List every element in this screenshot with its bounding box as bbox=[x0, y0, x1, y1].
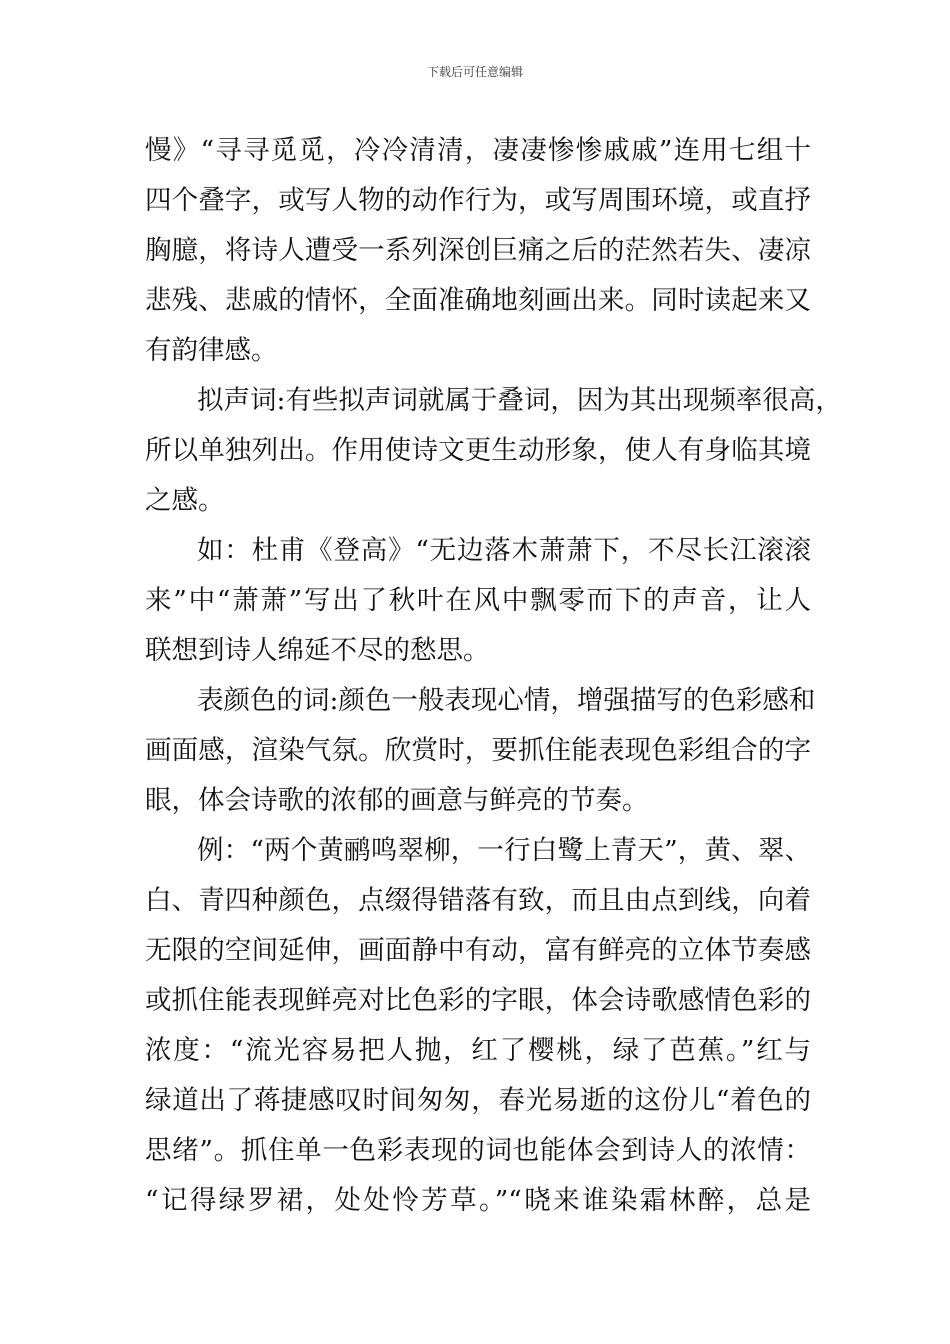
text-line: 之感。 bbox=[145, 485, 225, 516]
text-line: 无限的空间延伸，画面静中有动，富有鲜亮的立体节奏感 bbox=[145, 935, 811, 966]
text-line: 慢》“寻寻觅觅，冷冷清清，凄凄惨惨戚戚”连用七组十 bbox=[145, 135, 811, 166]
paragraph bbox=[145, 826, 811, 1226]
page-header: 下载后可任意编辑 bbox=[426, 65, 523, 79]
text-line: 四个叠字，或写人物的动作行为，或写周围环境，或直抒 bbox=[145, 185, 811, 216]
text-line: 白、青四种颜色，点缀得错落有致，而且由点到线，向着 bbox=[145, 885, 811, 916]
paragraph bbox=[145, 676, 816, 826]
body-text bbox=[145, 126, 842, 1226]
text-line: 联想到诗人绵延不尽的愁思。 bbox=[145, 635, 490, 666]
text-line: “记得绿罗裙，处处怜芳草。”“晓来谁染霜林醉，总是 bbox=[145, 1185, 811, 1216]
text-line: 悲残、悲戚的情怀，全面准确地刻画出来。同时读起来又 bbox=[145, 285, 811, 316]
text-line: 画面感，渲染气氛。欣赏时，要抓住能表现色彩组合的字 bbox=[145, 735, 811, 766]
text-line: 表颜色的词:颜色一般表现心情，增强描写的色彩感和 bbox=[197, 685, 816, 716]
paragraph bbox=[145, 376, 842, 526]
text-line: 或抓住能表现鲜亮对比色彩的字眼，体会诗歌感情色彩的 bbox=[145, 985, 811, 1016]
text-line: 拟声词:有些拟声词就属于叠词，因为其出现频率很高， bbox=[197, 385, 842, 416]
paragraph bbox=[145, 526, 811, 676]
text-line: 来”中“萧萧”写出了秋叶在风中飘零而下的声音，让人 bbox=[145, 585, 811, 616]
text-line: 有韵律感。 bbox=[145, 335, 278, 366]
text-line: 绿道出了蒋捷感叹时间匆匆，春光易逝的这份儿“着色的 bbox=[145, 1085, 811, 1116]
text-line: 胸臆，将诗人遭受一系列深创巨痛之后的茫然若失、凄凉 bbox=[145, 235, 811, 266]
text-line: 思绪”。抓住单一色彩表现的词也能体会到诗人的浓情： bbox=[145, 1135, 811, 1166]
paragraph bbox=[145, 126, 811, 376]
text-line: 眼，体会诗歌的浓郁的画意与鲜亮的节奏。 bbox=[145, 785, 649, 816]
text-line: 如：杜甫《登高》“无边落木萧萧下，不尽长江滚滚 bbox=[197, 535, 811, 566]
text-line: 例：“两个黄鹂鸣翠柳，一行白鹭上青天”，黄、翠、 bbox=[197, 835, 811, 866]
text-line: 所以单独列出。作用使诗文更生动形象，使人有身临其境 bbox=[145, 435, 811, 466]
text-line: 浓度：“流光容易把人抛，红了樱桃，绿了芭蕉。”红与 bbox=[145, 1035, 811, 1066]
